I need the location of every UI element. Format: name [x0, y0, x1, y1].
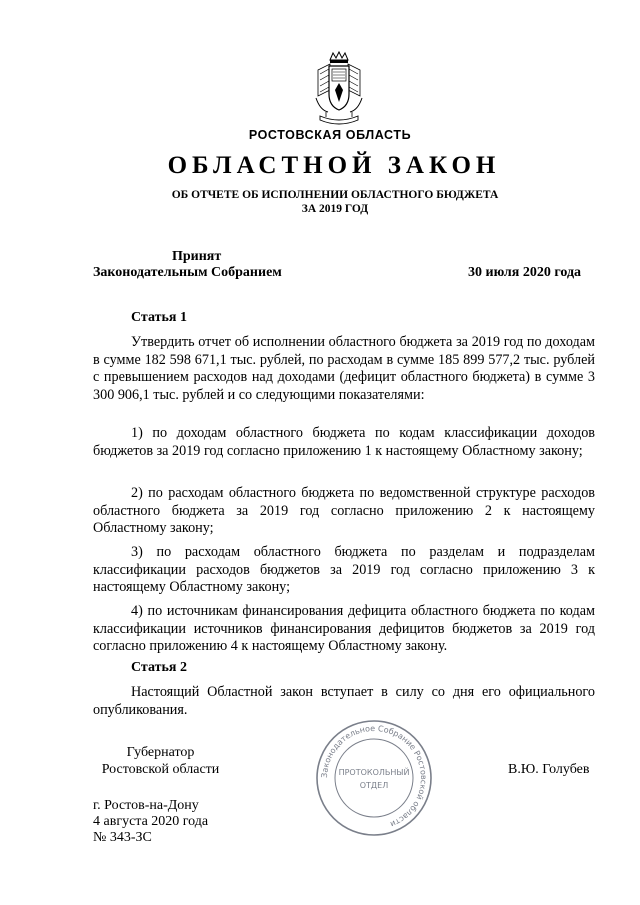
law-number: № 343-ЗС	[93, 830, 152, 845]
article-1-intro: Утвердить отчет об исполнении областного бюджета за 2019 год по доходам в сумме 182 598 671,1 тыс. рублей, по расходам в сумме 185 899 577,2 тыс. рублей с превышением расходов над доходами (дефицит областного бюджета) в сумме 3 300 906,1 тыс. рублей и со следующими показателями:	[93, 334, 595, 403]
stamp-inner-ring	[335, 739, 413, 817]
adoption-date: 30 июля 2020 года	[468, 265, 582, 280]
adoption-body: Законодательным Собранием	[93, 265, 282, 280]
law-subtitle-line: ЗА 2019 ГОД	[301, 203, 369, 215]
stamp-outer-text: Законодательное Собрание Ростовской области	[319, 723, 429, 829]
coat-of-arms-icon	[308, 50, 370, 130]
stamp-inner-text: ОТДЕЛ	[359, 781, 389, 790]
official-stamp	[314, 718, 434, 838]
article-2-text: Настоящий Областной закон вступает в силу со дня его официального опубликования.	[93, 684, 595, 718]
stamp-inner-text: ПРОТОКОЛЬНЫЙ	[338, 768, 410, 777]
law-subtitle-line: ОБ ОТЧЕТЕ ОБ ИСПОЛНЕНИИ ОБЛАСТНОГО БЮДЖЕТА	[171, 189, 499, 201]
stamp-outer-ring	[317, 721, 431, 835]
law-title: ОБЛАСТНОЙ ЗАКОН	[167, 152, 501, 179]
article-1-item: 2) по расходам областного бюджета по ведомственной структуре расходов областного бюджета за 2019 год согласно приложению 2 к настоящему Областному закону;	[93, 485, 595, 536]
signatory-title-line: Губернатор	[126, 745, 195, 760]
article-2-heading: Статья 2	[131, 660, 187, 675]
article-1-item: 3) по расходам областного бюджета по разделам и подразделам классификации расходов бюджетов за 2019 год согласно приложению 3 к настоящему Областному закону;	[93, 544, 595, 595]
signatory-title	[93, 744, 228, 778]
region-name: РОСТОВСКАЯ ОБЛАСТЬ	[248, 128, 412, 142]
signatory-title-line: Ростовской области	[101, 762, 220, 777]
signing-date: 4 августа 2020 года	[93, 814, 209, 829]
article-1-item: 1) по доходам областного бюджета по кодам классификации доходов бюджетов за 2019 год согласно приложению 1 к настоящему Областному закону;	[93, 425, 595, 459]
law-subtitle	[0, 188, 640, 216]
article-1-heading: Статья 1	[131, 310, 187, 325]
adoption-label: Принят	[172, 249, 222, 264]
signing-details	[93, 798, 208, 846]
signing-place: г. Ростов-на-Дону	[93, 798, 199, 813]
article-1-item: 4) по источникам финансирования дефицита областного бюджета по кодам классификации источников финансирования дефицитов бюджетов за 2019 год согласно приложению 4 к настоящему Областному закону.	[93, 603, 595, 654]
signatory-name: В.Ю. Голубев	[508, 762, 590, 777]
